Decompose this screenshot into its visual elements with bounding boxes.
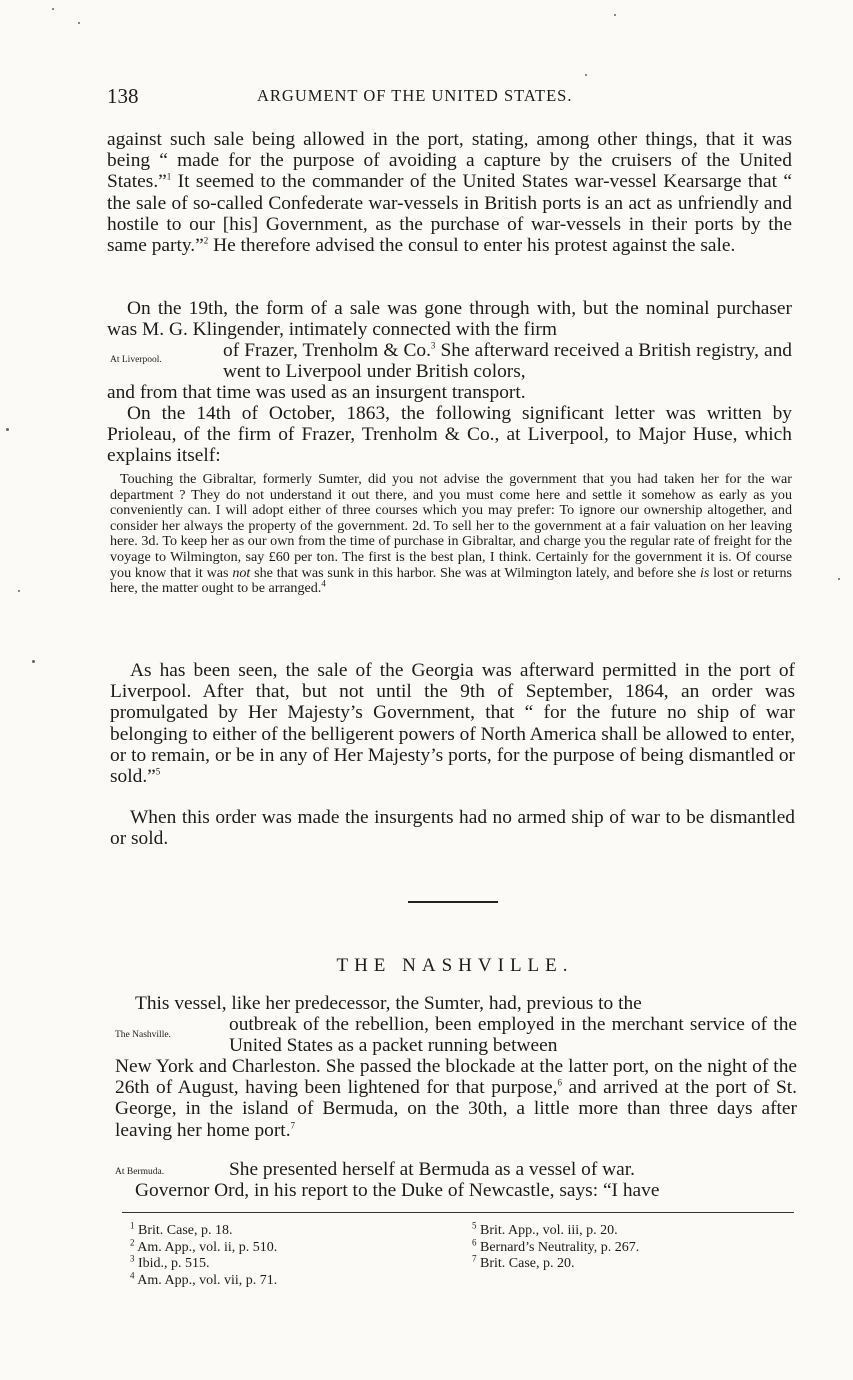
paragraph-3-text: On the 14th of October, 1863, the following significant letter was written by Prioleau, of the firm of Frazer, Trenholm & Co., at Liverpool, to Major Huse, which explains itself: — [107, 403, 792, 467]
footnote-number: 7 — [472, 1253, 477, 1264]
footnote-text: Bernard’s Neutrality, p. 267. — [480, 1239, 640, 1255]
quote-emphasis-not: not — [232, 564, 251, 581]
quote-text-b: she that was sunk in this harbor. She was at Wilmington lately, and before she — [250, 564, 700, 581]
footnote-ref-6[interactable]: 6 — [557, 1077, 562, 1088]
footnote-number: 6 — [472, 1236, 477, 1247]
paragraph-5 — [110, 807, 795, 849]
paragraph-5-text: When this order was made the insurgents had no armed ship of war to be dismantled or sold. — [110, 807, 795, 850]
paragraph-6-text-d: and arrived at the port of St. George, in the island of Bermuda, on the 30th, a little more than three days after leaving her home port. — [115, 1077, 797, 1141]
footnote-ref-4[interactable]: 4 — [321, 578, 326, 589]
paragraph-1-text: against such sale being allowed in the port, stating, among other things, that it was being “ made for the purpose of avoiding a capture by the cruisers of the United States.” — [107, 129, 792, 193]
footnote-number: 2 — [130, 1236, 135, 1247]
footnote-5 — [472, 1220, 792, 1240]
footnote-text: Ibid., p. 515. — [138, 1256, 210, 1271]
paragraph-6c — [115, 1056, 797, 1141]
paragraph-2-text-d: and from that time was used as an insurgent transport. — [107, 382, 526, 403]
quoted-letter — [110, 472, 792, 597]
running-title: ARGUMENT OF THE UNITED STATES. — [257, 86, 573, 105]
paragraph-7 — [229, 1159, 797, 1180]
paragraph-2a — [107, 298, 792, 340]
footnote-number: 3 — [130, 1253, 135, 1264]
paragraph-1-text-b: It seemed to the commander of the United States war-vessel Kearsarge that “ the sale of so-called Confederate war-vessels in British ports is an act as unfriendly and hostile to our [his] Government, as the purchase of war-vessels in their ports by the same party.” — [107, 171, 792, 257]
footnote-ref-2[interactable]: 2 — [203, 235, 209, 246]
paragraph-7-text: She presented herself at Bermuda as a vessel of war. — [229, 1159, 635, 1180]
footnote-ref-5[interactable]: 5 — [155, 766, 161, 777]
paragraph-1 — [107, 129, 792, 256]
paragraph-2b — [223, 340, 792, 382]
paragraph-8-text: Governor Ord, in his report to the Duke of Newcastle, says: “I have — [135, 1180, 660, 1201]
footnote-text: Brit. Case, p. 20. — [480, 1256, 575, 1271]
paragraph-8 — [115, 1180, 797, 1201]
paragraph-3 — [107, 403, 792, 467]
paragraph-6b — [229, 1014, 797, 1056]
margin-note-liverpool: At Liverpool. — [110, 355, 162, 365]
quote-text-c: lost or returns here, the matter ought to be arranged. — [110, 564, 793, 597]
section-title: THE NASHVILLE. — [336, 955, 574, 976]
paragraph-6-text-c: New York and Charleston. She passed the blockade at the latter port, on the night of the 26th of August, having been lightened for that purpose, — [115, 1056, 797, 1099]
quote-emphasis-is: is — [699, 564, 710, 581]
page-header — [107, 84, 797, 110]
footnote-4 — [130, 1269, 460, 1290]
paragraph-4 — [110, 660, 795, 787]
footnote-number: 5 — [472, 1220, 477, 1231]
footnote-7 — [472, 1253, 792, 1273]
paragraph-6-text-b: outbreak of the rebellion, been employed in the merchant service of the United States as a packet running between — [229, 1014, 797, 1057]
footnote-2 — [130, 1236, 460, 1257]
footnote-text: Am. App., vol. vii, p. 71. — [137, 1272, 278, 1288]
paragraph-2-text-a: On the 19th, the form of a sale was gone through with, but the nominal purchaser was M. G. Klingender, intimately connected with the firm — [107, 298, 792, 341]
page-number: 138 — [107, 84, 139, 108]
footnote-6 — [472, 1236, 792, 1257]
footnote-ref-1[interactable]: 1 — [166, 171, 172, 182]
footnote-number: 4 — [130, 1269, 135, 1280]
quote-text-a: Touching the Gibraltar, formerly Sumter, did you not advise the government that you had taken her for the war department ? They do not understand it out there, and you must come here and settle it somehow as early as you conveniently can. I will adopt either of three courses which you may prefer: To ignore our ownership altogether, and consider her always the property of the government. 2d. To sell her to the government at a fair valuation on her leaving here. 3d. To keep her as our own from the time of purchase in Gibraltar, and charge you the regular rate of freight for the voyage to Wilmington, say £60 per ton. The first is the best plan, I think. Certainly for the government it is. Of course you know that it was — [110, 471, 792, 581]
paragraph-1-text-c: He therefore advised the consul to enter his protest against the sale. — [208, 235, 736, 257]
footnote-ref-3[interactable]: 3 — [430, 340, 436, 351]
footnote-ref-7[interactable]: 7 — [290, 1120, 296, 1131]
section-divider — [408, 901, 498, 903]
footnote-text: Brit. App., vol. iii, p. 20. — [480, 1223, 618, 1238]
paragraph-6a — [115, 993, 797, 1014]
paragraph-2-text-b: of Frazer, Trenholm & Co. — [223, 340, 431, 361]
paragraph-2-text-c: She afterward received a British registry, and went to Liverpool under British colors, — [223, 340, 792, 383]
footnotes-right — [472, 1220, 792, 1273]
footnote-1 — [130, 1220, 460, 1240]
paragraph-2c — [107, 382, 792, 403]
footnote-rule — [122, 1212, 794, 1213]
footnotes-left — [130, 1220, 460, 1289]
footnote-3 — [130, 1253, 460, 1273]
margin-note-nashville: The Nashville. — [115, 1030, 171, 1040]
paragraph-6-text-a: This vessel, like her predecessor, the Sumter, had, previous to the — [135, 993, 642, 1014]
footnote-text: Brit. Case, p. 18. — [138, 1223, 233, 1238]
footnote-text: Am. App., vol. ii, p. 510. — [137, 1239, 278, 1255]
paragraph-4-text: As has been seen, the sale of the Georgia was afterward permitted in the port of Liverpool. After that, but not until the 9th of September, 1864, an order was promulgated by Her Majesty’s Government, that “ for the future no ship of war belonging to either of the belligerent powers of North America shall be allowed to enter, or to remain, or be in any of Her Majesty’s ports, for the purpose of being dismantled or sold.” — [110, 660, 795, 788]
footnote-number: 1 — [130, 1220, 135, 1231]
margin-note-bermuda: At Bermuda. — [115, 1167, 165, 1177]
